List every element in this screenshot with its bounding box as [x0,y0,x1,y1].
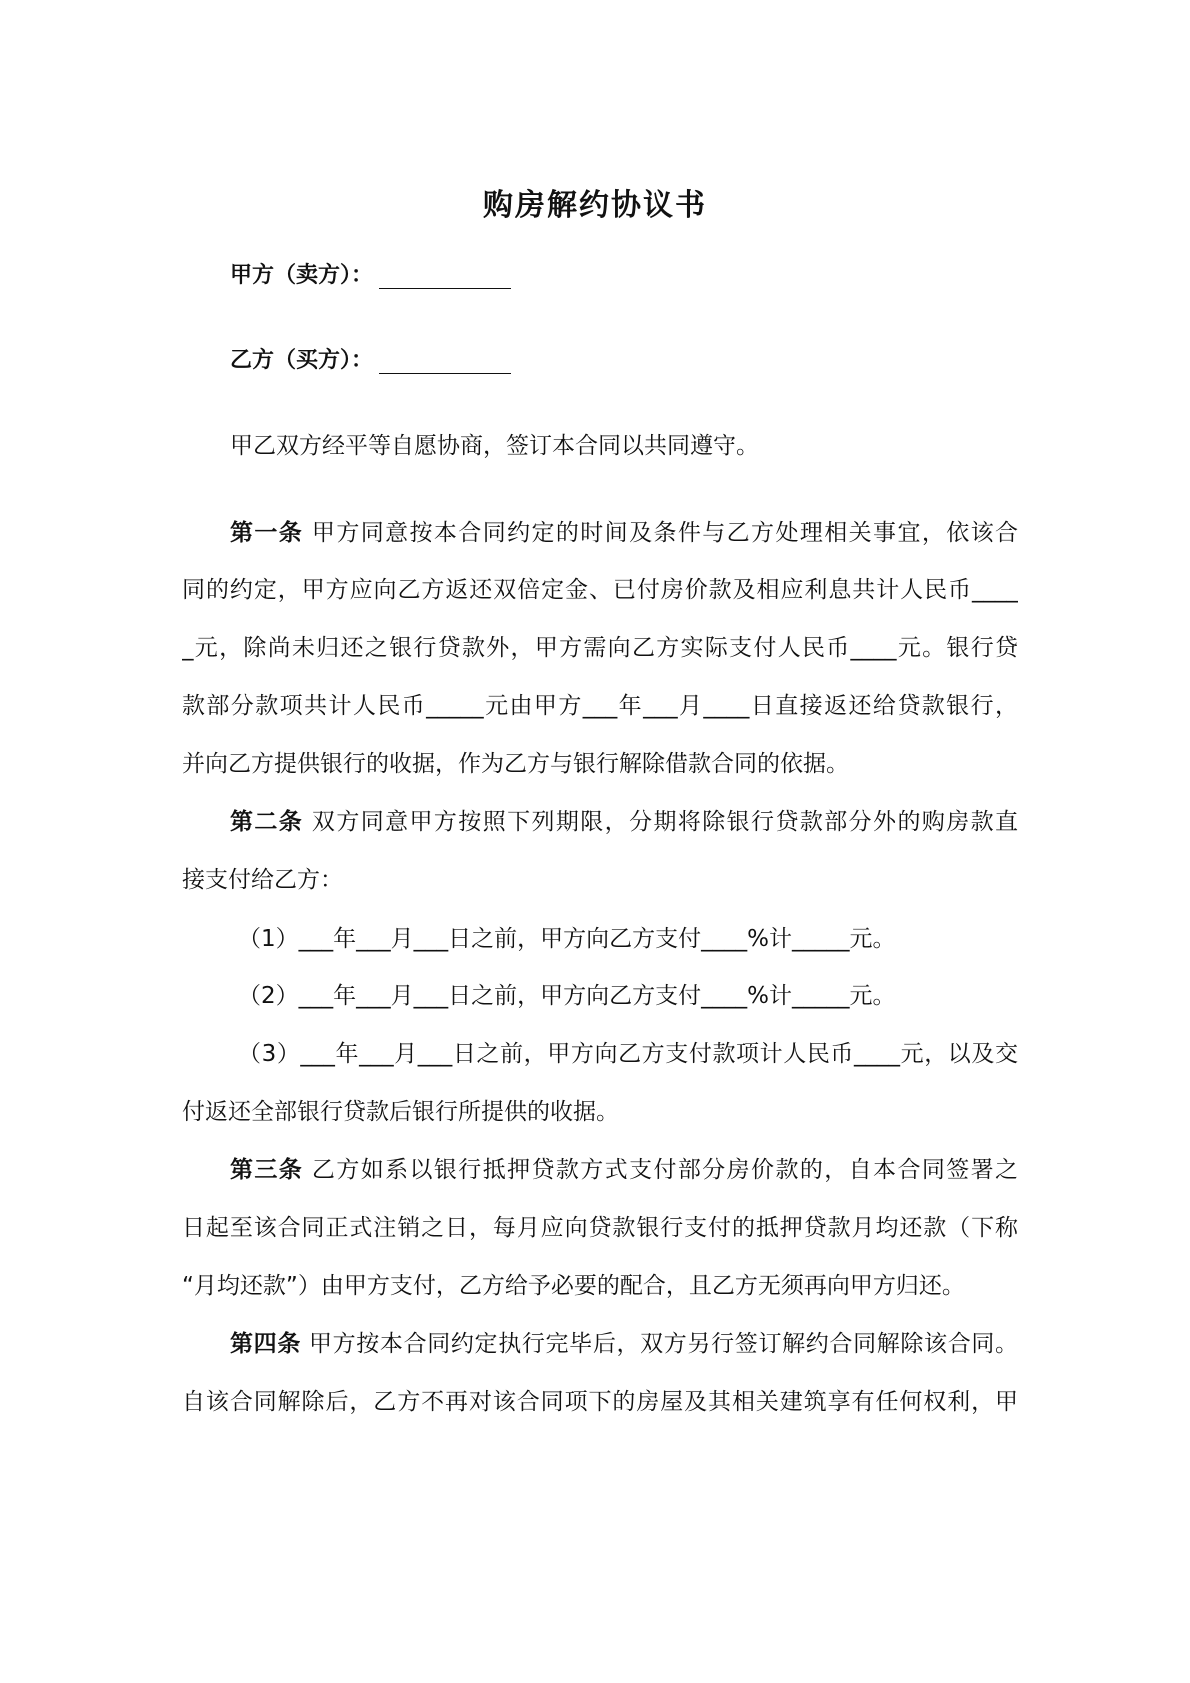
article2-item2: （2）___年___月___日之前，甲方向乙方支付____%计_____元。 [238,983,896,1009]
party-b-label: 乙方（买方）： [230,348,374,373]
article4-heading: 第四条 [230,1331,301,1357]
article2-item3: （3）___年___月___日之前，甲方向乙方支付款项计人民币____元，以及交 [238,1041,1018,1067]
party-b-field [230,343,511,374]
article2-line3: 付返还全部银行贷款后银行所提供的收据。 [182,1099,619,1125]
article2-line1 [230,807,1018,837]
article3-text1: 乙方如系以银行抵押贷款方式支付部分房价款的，自本合同签署之 [311,1157,1018,1183]
article1-heading: 第一条 [230,520,304,546]
article2-text1: 双方同意甲方按照下列期限，分期将除银行贷款部分外的购房款直 [311,809,1018,835]
article4-line2: 自该合同解除后，乙方不再对该合同项下的房屋及其相关建筑享有任何权利，甲 [182,1389,1018,1415]
article1-line3: _元，除尚未归还之银行贷款外，甲方需向乙方实际支付人民币____元。银行贷 [182,635,1018,661]
article1-line1 [230,518,1018,548]
article3-heading: 第三条 [230,1157,304,1183]
article2-line2: 接支付给乙方： [182,867,343,893]
article1-line5: 并向乙方提供银行的收据，作为乙方与银行解除借款合同的依据。 [182,751,849,777]
article1-line4: 款部分款项共计人民币_____元由甲方___年___月____日直接返还给贷款银行， [182,693,1018,719]
article3-line2: 日起至该合同正式注销之日，每月应向贷款银行支付的抵押贷款月均还款（下称 [182,1215,1018,1241]
article4-text1: 甲方按本合同约定执行完毕后，双方另行签订解约合同解除该合同。 [308,1331,1018,1357]
document-title: 购房解约协议书 [483,188,707,223]
intro-paragraph: 甲乙双方经平等自愿协商，签订本合同以共同遵守。 [230,433,759,459]
article2-item1: （1）___年___月___日之前，甲方向乙方支付____%计_____元。 [238,926,896,952]
article1-text1: 甲方同意按本合同约定的时间及条件与乙方处理相关事宜，依该合 [311,520,1018,546]
party-a-label: 甲方（卖方）： [230,263,374,288]
article4-line1 [230,1329,1018,1359]
article1-line2: 同的约定，甲方应向乙方返还双倍定金、已付房价款及相应利息共计人民币____ [182,577,1018,603]
party-b-blank [379,349,511,374]
article2-heading: 第二条 [230,809,304,835]
article3-line1 [230,1155,1018,1185]
article3-line3: “月均还款”）由甲方支付，乙方给予必要的配合，且乙方无须再向甲方归还。 [182,1273,965,1299]
party-a-blank [379,264,511,289]
party-a-field [230,258,511,289]
